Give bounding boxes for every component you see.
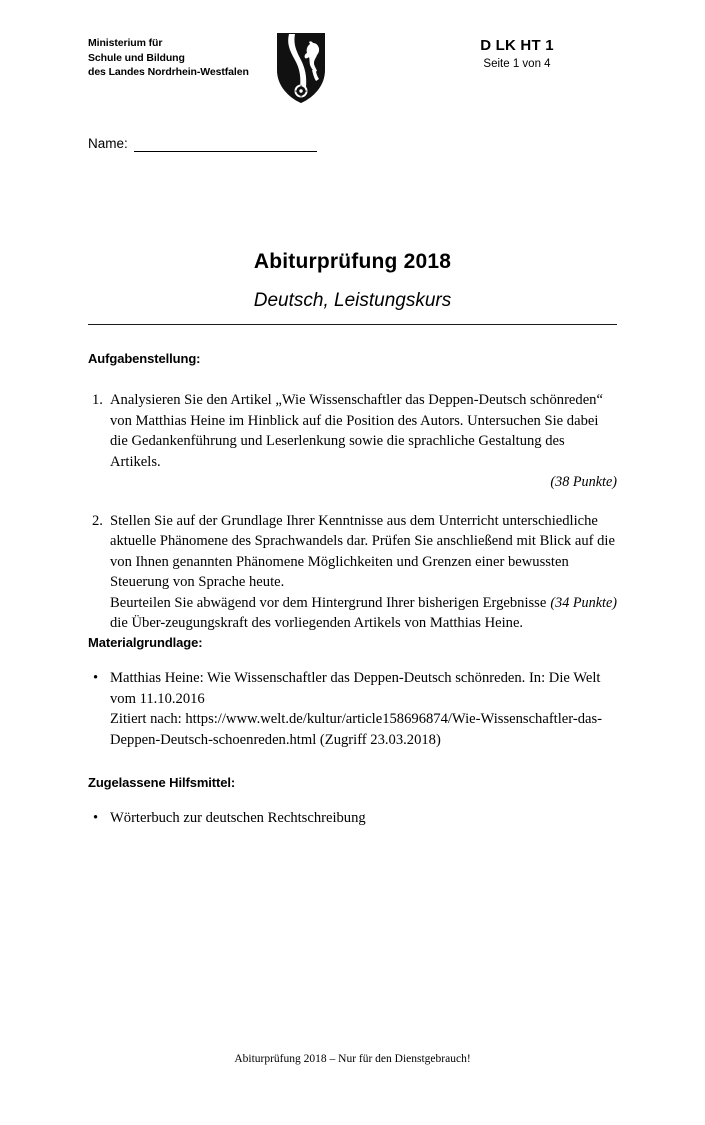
task-text-part-2-body: Beurteilen Sie abwägend vor dem Hintergrund Ihrer bisherigen Ergebnisse die Über-zeugungskraft des vorliegenden Artikels von Matthias Heine.: [110, 594, 547, 631]
material-reference: [110, 668, 617, 750]
material-source-url: Zitiert nach: https://www.welt.de/kultur/article158696874/Wie-Wissenschaftler-das-Deppen-Deutsch-schoenreden.html (Zugriff 23.03.2018): [110, 711, 603, 748]
task-points: (34 Punkte): [550, 594, 617, 611]
material-list: [88, 668, 617, 750]
material-citation: Matthias Heine: Wie Wissenschaftler das Deppen-Deutsch schönreden. In: Die Welt vom 11.10.2016: [110, 670, 601, 707]
page-indicator: Seite 1 von 4: [483, 58, 551, 70]
task-number: 1.: [92, 392, 103, 408]
title-divider: [88, 324, 617, 325]
name-field-label: Name:: [88, 136, 128, 151]
list-item: [88, 668, 617, 750]
bullet-icon: •: [93, 670, 99, 686]
name-input[interactable]: [134, 137, 317, 152]
page-subtitle: Deutsch, Leistungskurs: [253, 290, 452, 311]
section-heading-aids: Zugelassene Hilfsmittel:: [88, 775, 236, 790]
task-body: [110, 390, 617, 493]
page-title: Abiturprüfung 2018: [253, 250, 452, 273]
section-heading-tasks: Aufgabenstellung:: [88, 351, 201, 366]
nrw-coat-of-arms-icon: [276, 32, 326, 104]
task-text-part-1: Stellen Sie auf der Grundlage Ihrer Kenntnisse aus dem Unterricht unterschiedliche aktuelle Phänomene des Sprachwandels dar. Prüfen Sie anschließend mit Blick auf die von Ihnen genannten Phänomene Möglichkeiten und Grenzen einer bewussten Steuerung von Sprache heute.: [110, 512, 615, 590]
document-code: D LK HT 1: [480, 37, 554, 54]
ministry-line-2: Schule und Bildung: [88, 51, 185, 64]
task-points: (38 Punkte): [550, 474, 617, 490]
task-body: [110, 511, 617, 634]
list-item: [88, 808, 617, 829]
page-footer: Abiturprüfung 2018 – Nur für den Dienstgebrauch!: [234, 1053, 471, 1065]
ministry-line-1: Ministerium für: [88, 37, 163, 49]
aid-entry: [110, 808, 617, 829]
aid-text: Wörterbuch zur deutschen Rechtschreibung: [110, 810, 366, 826]
task-text-part-2: [110, 593, 617, 634]
bullet-icon: •: [93, 810, 99, 826]
name-field-row: [88, 136, 317, 152]
ministry-wordmark: [88, 36, 249, 80]
task-item: [88, 390, 617, 493]
document-code-block: [417, 36, 617, 72]
ministry-line-3: des Landes Nordrhein-Westfalen: [88, 66, 249, 78]
task-item: [88, 511, 617, 634]
task-number: 2.: [92, 512, 103, 529]
aids-list: [88, 808, 617, 829]
task-text: Analysieren Sie den Artikel „Wie Wissenschaftler das Deppen-Deutsch schönreden“ von Matthias Heine im Hinblick auf die Position des Autors. Untersuchen Sie dabei die Gedankenführung und Leserlenkung sowie die sprachliche Gestaltung des Artikels.: [110, 392, 603, 470]
task-list: [88, 390, 617, 652]
section-heading-material: Materialgrundlage:: [88, 635, 203, 650]
page-header: [88, 32, 617, 110]
